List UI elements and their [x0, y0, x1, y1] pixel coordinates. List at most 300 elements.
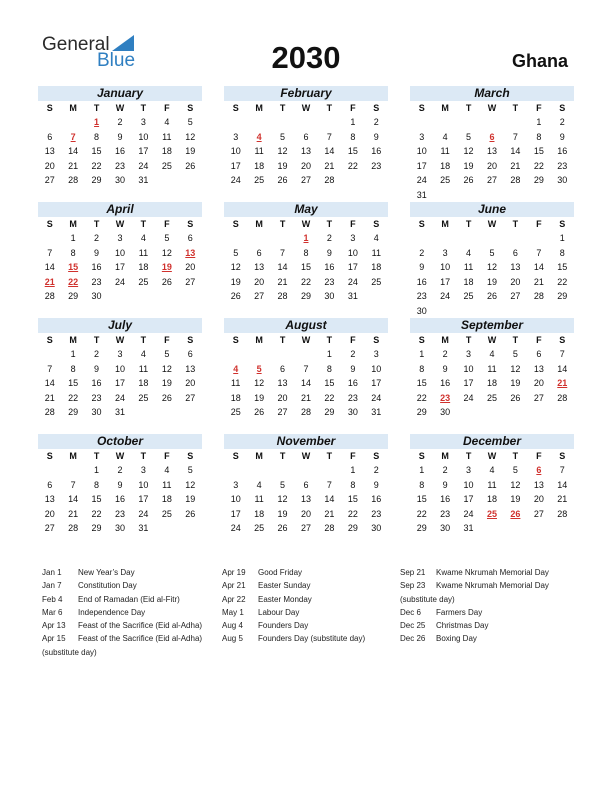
- day-cell: 7: [559, 349, 565, 359]
- weekday-label: S: [559, 335, 566, 345]
- day-cell: 29: [347, 523, 358, 533]
- day-cell: 26: [277, 175, 288, 185]
- holiday-date: Apr 19: [222, 568, 246, 577]
- weekday-label: T: [140, 335, 147, 345]
- holiday-entry: [400, 606, 549, 619]
- day-cell: 5: [466, 131, 472, 142]
- holiday-name: Independence Day: [78, 607, 146, 617]
- day-cell: 27: [185, 276, 196, 287]
- weekday-label: S: [559, 103, 566, 113]
- day-cell: 1: [559, 233, 565, 243]
- day-cell: 21: [68, 508, 79, 519]
- day-cell: 19: [277, 508, 288, 519]
- empty-day-cell: [457, 115, 480, 130]
- holiday-entry: [222, 619, 365, 632]
- holiday-day-cell: 6: [536, 465, 542, 475]
- day-cell: 19: [486, 276, 497, 287]
- month-name: August: [224, 318, 388, 333]
- holiday-entry: [400, 632, 549, 645]
- day-cell: 15: [557, 262, 568, 272]
- day-cell: 5: [489, 247, 495, 258]
- day-cell: 8: [350, 131, 356, 142]
- holiday-name: New Year’s Day: [78, 568, 135, 577]
- day-cell: 26: [486, 291, 497, 301]
- day-cell: 17: [230, 160, 241, 171]
- weekday-label: S: [418, 219, 425, 229]
- weekday-label: M: [441, 335, 449, 345]
- day-cell: 3: [419, 131, 425, 142]
- day-cell: 9: [419, 262, 425, 272]
- empty-day-cell: [504, 115, 527, 130]
- day-cell: 6: [303, 131, 309, 142]
- weekday-label: S: [418, 103, 425, 113]
- day-cell: 27: [300, 523, 311, 533]
- empty-day-cell: [271, 463, 294, 478]
- empty-day-cell: [247, 463, 270, 478]
- day-cell: 26: [277, 523, 288, 533]
- weekday-label: T: [279, 451, 286, 461]
- day-cell: 24: [138, 508, 149, 519]
- day-cell: 16: [324, 262, 335, 272]
- weekday-label: T: [93, 335, 100, 345]
- month-name: July: [38, 318, 202, 333]
- month-november: [224, 434, 388, 536]
- weekday-label: S: [187, 103, 194, 113]
- day-cell: 13: [300, 146, 311, 156]
- day-cell: 21: [44, 392, 55, 403]
- weekday-label: S: [232, 335, 239, 345]
- weekday-label: M: [69, 219, 77, 229]
- day-cell: 2: [117, 465, 123, 475]
- weekday-label: W: [301, 335, 311, 345]
- empty-day-cell: [61, 463, 84, 478]
- holiday-name: Feast of the Sacrifice (Eid al-Adha): [78, 621, 203, 631]
- day-cell: 30: [324, 291, 335, 301]
- day-cell: 24: [416, 175, 427, 185]
- day-cell: 22: [347, 508, 358, 519]
- holiday-entry: [42, 579, 202, 592]
- logo-general-text: General: [42, 34, 110, 55]
- day-cell: 22: [533, 160, 544, 171]
- day-cell: 6: [536, 349, 542, 359]
- day-cell: 15: [300, 262, 311, 272]
- month-april: [38, 202, 202, 304]
- weekday-label: T: [465, 219, 472, 229]
- day-cell: 23: [440, 508, 451, 519]
- day-cell: 15: [347, 494, 358, 504]
- day-cell: 16: [91, 378, 102, 388]
- day-cell: 13: [510, 262, 521, 272]
- day-cell: 29: [300, 291, 311, 301]
- day-cell: 24: [138, 160, 149, 171]
- day-cell: 16: [371, 146, 382, 156]
- day-cell: 9: [442, 363, 448, 374]
- weekday-label: T: [140, 451, 147, 461]
- day-cell: 25: [138, 276, 149, 287]
- holiday-date: Apr 15: [42, 634, 66, 644]
- month-name: September: [410, 318, 574, 333]
- weekday-label: F: [350, 103, 356, 113]
- day-cell: 14: [68, 494, 79, 504]
- day-cell: 2: [326, 233, 332, 243]
- holiday-day-cell: 6: [489, 131, 495, 142]
- day-cell: 7: [70, 479, 76, 490]
- weekday-label: W: [301, 219, 311, 229]
- weekday-label: S: [187, 451, 194, 461]
- day-cell: 1: [350, 465, 356, 475]
- day-cell: 30: [557, 175, 568, 185]
- day-cell: 18: [463, 276, 474, 287]
- weekday-label: T: [465, 103, 472, 113]
- day-cell: 15: [533, 146, 544, 156]
- day-cell: 18: [138, 378, 149, 388]
- empty-day-cell: [318, 115, 341, 130]
- day-cell: 30: [91, 407, 102, 417]
- day-cell: 10: [416, 146, 427, 156]
- day-cell: 14: [557, 363, 568, 374]
- day-cell: 17: [440, 276, 451, 287]
- weekday-label: M: [255, 451, 263, 461]
- weekday-label: W: [487, 451, 497, 461]
- weekday-label: T: [279, 219, 286, 229]
- holiday-entry: [222, 606, 365, 619]
- weekday-label: F: [164, 335, 170, 345]
- day-cell: 22: [324, 392, 335, 403]
- day-cell: 11: [162, 479, 172, 490]
- day-cell: 14: [557, 479, 568, 490]
- weekday-label: F: [350, 219, 356, 229]
- empty-day-cell: [38, 347, 61, 362]
- day-cell: 9: [350, 363, 356, 374]
- day-cell: 9: [373, 479, 379, 490]
- day-cell: 1: [94, 465, 100, 475]
- day-cell: 10: [230, 494, 241, 504]
- weekday-label: S: [418, 335, 425, 345]
- weekday-label: F: [164, 451, 170, 461]
- day-cell: 28: [68, 523, 79, 533]
- empty-day-cell: [224, 347, 247, 362]
- empty-day-cell: [294, 463, 317, 478]
- weekday-label: M: [441, 103, 449, 113]
- day-cell: 11: [254, 494, 264, 504]
- day-cell: 20: [300, 508, 311, 519]
- day-cell: 15: [91, 146, 102, 156]
- day-cell: 22: [91, 160, 102, 171]
- day-cell: 3: [233, 479, 239, 490]
- day-cell: 24: [440, 291, 451, 301]
- day-cell: 23: [324, 276, 335, 287]
- weekday-label: W: [487, 103, 497, 113]
- weekday-label: W: [115, 219, 125, 229]
- day-cell: 7: [303, 363, 309, 374]
- weekday-label: F: [536, 103, 542, 113]
- holiday-entry: [222, 579, 365, 592]
- day-cell: 5: [164, 349, 170, 359]
- day-cell: 2: [94, 349, 100, 359]
- day-cell: 10: [371, 363, 382, 374]
- day-cell: 12: [486, 262, 497, 272]
- day-cell: 5: [164, 233, 170, 243]
- holiday-day-cell: 1: [303, 233, 309, 243]
- day-cell: 27: [533, 508, 544, 519]
- day-cell: 20: [300, 160, 311, 171]
- weekday-label: T: [279, 335, 286, 345]
- day-cell: 10: [138, 131, 149, 142]
- empty-day-cell: [527, 231, 550, 246]
- empty-day-cell: [294, 347, 317, 362]
- weekday-label: F: [164, 219, 170, 229]
- day-cell: 20: [486, 160, 497, 171]
- day-cell: 19: [510, 378, 521, 388]
- day-cell: 24: [114, 276, 125, 287]
- day-cell: 14: [533, 262, 544, 272]
- weekday-label: S: [373, 451, 380, 461]
- day-cell: 15: [68, 378, 79, 388]
- day-cell: 2: [559, 117, 565, 127]
- weekday-label: T: [93, 219, 100, 229]
- day-cell: 20: [533, 494, 544, 504]
- day-cell: 4: [442, 131, 448, 142]
- day-cell: 23: [557, 160, 568, 171]
- holiday-day-cell: 15: [68, 262, 79, 272]
- empty-day-cell: [433, 231, 456, 246]
- day-cell: 8: [70, 363, 76, 374]
- day-cell: 6: [187, 349, 193, 359]
- holiday-date: Aug 5: [222, 634, 243, 644]
- day-cell: 18: [230, 392, 241, 403]
- holiday-day-cell: 25: [486, 508, 497, 519]
- day-cell: 29: [324, 407, 335, 417]
- day-cell: 2: [373, 465, 379, 475]
- day-cell: 10: [114, 247, 125, 258]
- day-cell: 8: [94, 479, 100, 490]
- day-cell: 18: [486, 378, 497, 388]
- day-cell: 24: [230, 175, 241, 185]
- empty-day-cell: [271, 347, 294, 362]
- holiday-entry: [222, 632, 365, 645]
- holiday-day-cell: 26: [510, 508, 521, 519]
- empty-day-cell: [294, 115, 317, 130]
- day-cell: 20: [44, 508, 55, 519]
- empty-day-cell: [433, 115, 456, 130]
- day-cell: 23: [371, 508, 382, 519]
- day-cell: 16: [114, 146, 125, 156]
- day-cell: 19: [277, 160, 288, 171]
- day-cell: 4: [140, 233, 146, 243]
- holiday-entry: [42, 566, 202, 579]
- day-cell: 20: [185, 378, 196, 388]
- day-cell: 5: [233, 247, 239, 258]
- weekday-label: T: [93, 451, 100, 461]
- day-cell: 25: [486, 392, 497, 403]
- day-cell: 14: [510, 146, 521, 156]
- day-cell: 18: [138, 262, 149, 272]
- weekday-label: W: [301, 103, 311, 113]
- day-cell: 20: [533, 378, 544, 388]
- day-cell: 19: [230, 276, 241, 287]
- day-cell: 3: [233, 131, 239, 142]
- day-cell: 16: [440, 378, 451, 388]
- day-cell: 24: [463, 392, 474, 403]
- day-cell: 30: [114, 175, 125, 185]
- day-cell: 28: [68, 175, 79, 185]
- day-cell: 13: [533, 363, 544, 374]
- day-cell: 9: [442, 479, 448, 490]
- month-name: February: [224, 86, 388, 101]
- day-cell: 16: [114, 494, 125, 504]
- day-cell: 11: [371, 247, 381, 258]
- day-cell: 28: [324, 523, 335, 533]
- empty-day-cell: [247, 115, 270, 130]
- day-cell: 22: [347, 160, 358, 171]
- day-cell: 29: [416, 523, 427, 533]
- holiday-date: Jan 7: [42, 581, 62, 591]
- day-cell: 8: [419, 479, 425, 490]
- day-cell: 3: [140, 117, 146, 127]
- holiday-subnote: (substitute day): [400, 594, 455, 604]
- month-december: [410, 434, 574, 536]
- month-september: [410, 318, 574, 420]
- day-cell: 17: [463, 494, 474, 504]
- day-cell: 4: [373, 233, 379, 243]
- day-cell: 23: [91, 276, 102, 287]
- day-cell: 30: [440, 523, 451, 533]
- day-cell: 12: [185, 131, 196, 142]
- weekday-label: S: [232, 451, 239, 461]
- day-cell: 8: [559, 247, 565, 258]
- day-cell: 25: [371, 276, 382, 287]
- day-cell: 24: [347, 276, 358, 287]
- month-august: [224, 318, 388, 420]
- day-cell: 15: [91, 494, 102, 504]
- day-cell: 4: [489, 349, 495, 359]
- day-cell: 17: [371, 378, 382, 388]
- weekday-label: S: [46, 219, 53, 229]
- day-cell: 28: [277, 291, 288, 301]
- day-cell: 17: [416, 160, 427, 171]
- day-cell: 30: [91, 291, 102, 301]
- day-cell: 28: [324, 175, 335, 185]
- holiday-day-cell: 4: [233, 363, 239, 374]
- day-cell: 26: [161, 392, 172, 403]
- day-cell: 20: [254, 276, 265, 287]
- empty-day-cell: [247, 347, 270, 362]
- holiday-subnote: (substitute day): [42, 647, 97, 657]
- day-cell: 10: [463, 363, 474, 374]
- month-name: October: [38, 434, 202, 449]
- day-cell: 16: [440, 494, 451, 504]
- month-name: January: [38, 86, 202, 101]
- day-cell: 17: [463, 378, 474, 388]
- empty-day-cell: [480, 115, 503, 130]
- weekday-label: S: [418, 451, 425, 461]
- day-cell: 6: [47, 479, 53, 490]
- day-cell: 27: [254, 291, 265, 301]
- day-cell: 18: [371, 262, 382, 272]
- month-july: [38, 318, 202, 420]
- weekday-label: M: [69, 335, 77, 345]
- day-cell: 22: [416, 508, 427, 519]
- day-cell: 20: [510, 276, 521, 287]
- weekday-label: S: [559, 219, 566, 229]
- holiday-date: Feb 4: [42, 594, 63, 604]
- weekday-label: S: [373, 103, 380, 113]
- day-cell: 27: [486, 175, 497, 185]
- day-cell: 21: [277, 276, 288, 287]
- day-cell: 1: [536, 117, 542, 127]
- weekday-label: W: [487, 335, 497, 345]
- empty-day-cell: [224, 463, 247, 478]
- day-cell: 11: [463, 262, 474, 272]
- empty-day-cell: [38, 115, 61, 130]
- day-cell: 21: [300, 392, 311, 403]
- day-cell: 12: [230, 262, 241, 272]
- day-cell: 4: [256, 479, 262, 490]
- day-cell: 31: [371, 407, 382, 417]
- holiday-entry: [400, 619, 549, 632]
- weekday-label: T: [326, 335, 333, 345]
- day-cell: 17: [347, 262, 358, 272]
- day-cell: 6: [512, 247, 518, 258]
- day-cell: 14: [44, 262, 55, 272]
- day-cell: 17: [138, 494, 149, 504]
- day-cell: 4: [164, 117, 170, 127]
- day-cell: 7: [512, 131, 518, 142]
- weekday-label: W: [115, 451, 125, 461]
- day-cell: 14: [68, 146, 79, 156]
- day-cell: 20: [44, 160, 55, 171]
- day-cell: 20: [277, 392, 288, 403]
- day-cell: 13: [185, 363, 196, 374]
- day-cell: 8: [350, 479, 356, 490]
- day-cell: 13: [254, 262, 265, 272]
- empty-day-cell: [504, 231, 527, 246]
- day-cell: 17: [114, 262, 125, 272]
- holiday-entry: [400, 566, 549, 579]
- month-name: May: [224, 202, 388, 217]
- holiday-date: Dec 26: [400, 634, 426, 644]
- day-cell: 24: [371, 392, 382, 403]
- holiday-name: Easter Monday: [258, 594, 312, 604]
- day-cell: 31: [347, 291, 358, 301]
- day-cell: 15: [324, 378, 335, 388]
- day-cell: 12: [510, 363, 521, 374]
- day-cell: 27: [44, 523, 55, 533]
- day-cell: 19: [254, 392, 265, 403]
- holiday-entry: [42, 632, 202, 659]
- weekday-label: M: [255, 335, 263, 345]
- day-cell: 5: [512, 349, 518, 359]
- day-cell: 26: [185, 160, 196, 171]
- day-cell: 16: [557, 146, 568, 156]
- day-cell: 11: [254, 146, 264, 156]
- weekday-label: T: [140, 219, 147, 229]
- day-cell: 13: [486, 146, 497, 156]
- page-title-year: 2030: [271, 40, 341, 75]
- weekday-label: M: [69, 103, 77, 113]
- month-june: [410, 202, 574, 318]
- country-name: Ghana: [511, 51, 568, 71]
- day-cell: 7: [326, 131, 332, 142]
- weekday-label: T: [140, 103, 147, 113]
- day-cell: 18: [440, 160, 451, 171]
- weekday-label: S: [46, 335, 53, 345]
- day-cell: 10: [114, 363, 125, 374]
- day-cell: 12: [277, 146, 288, 156]
- empty-day-cell: [38, 463, 61, 478]
- holiday-date: Mar 6: [42, 607, 63, 617]
- day-cell: 31: [463, 523, 474, 533]
